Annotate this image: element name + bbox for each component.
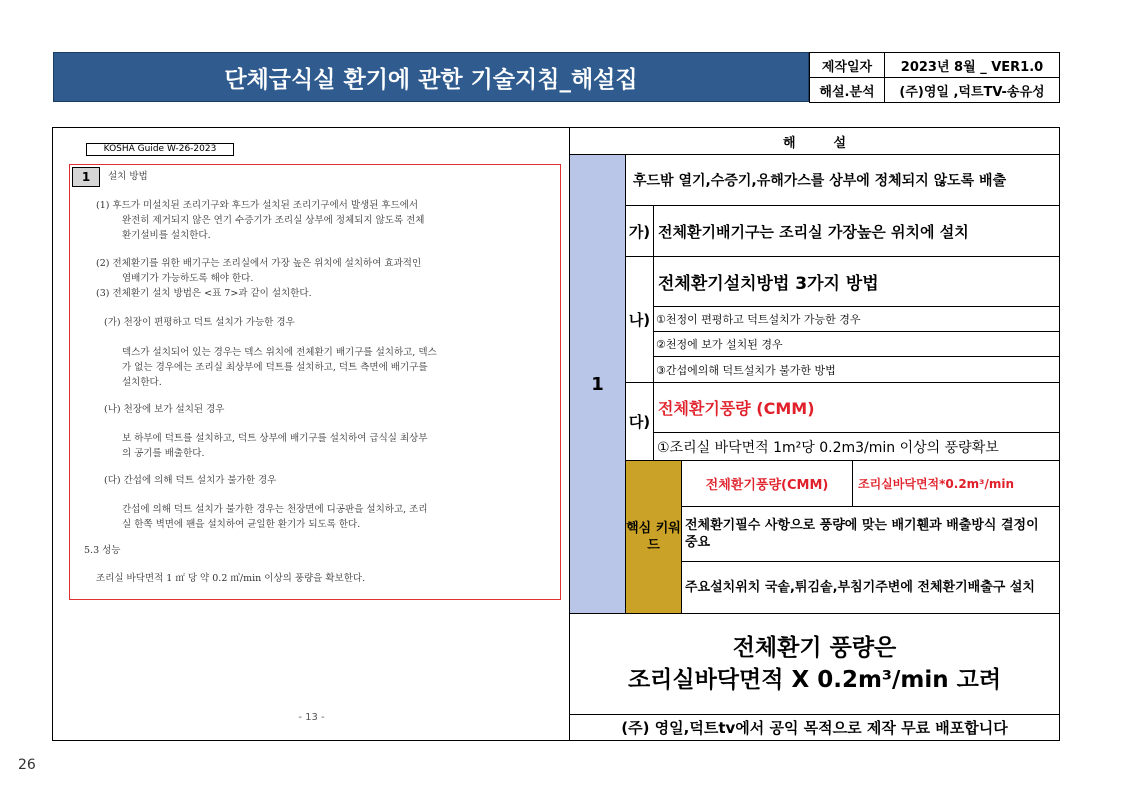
page-number: 26 (18, 757, 36, 773)
label-da: 다) (626, 383, 654, 461)
guide-line: 보 하부에 덕트를 설치하고, 덕트 상부에 배기구를 설치하여 급식실 최상부 (122, 433, 428, 444)
summary-box (570, 614, 1059, 715)
guide-line: 의 공기를 배출한다. (122, 448, 205, 459)
meta-value-author: (주)영일 ,덕트TV-송유성 (885, 78, 1060, 103)
row-number: 1 (570, 155, 626, 614)
guide-line: 덱스가 설치되어 있는 경우는 덱스 위치에 전체환기 배기구를 설치하고, 덱스 (122, 347, 437, 358)
guide-tag: KOSHA Guide W-26-2023 (86, 143, 234, 156)
keyword-location: 주요설치위치 국솥,튀김솥,부침기주변에 전체환기배출구 설치 (682, 562, 1059, 614)
guide-excerpt (53, 128, 570, 740)
guide-line: 염배기가 가능하도록 해야 한다. (122, 273, 254, 284)
guide-line: 5.3 성능 (84, 545, 121, 556)
commentary-panel (570, 128, 1059, 740)
keyword-formula: 조리실바닥면적*0.2m³/min (853, 461, 1059, 507)
main-frame (52, 127, 1060, 741)
da-title: 전체환기풍량 (CMM) (654, 383, 1059, 433)
guide-line: 설치한다. (122, 377, 162, 388)
guide-line: (다) 간섭에 의해 덕트 설치가 불가한 경우 (104, 475, 277, 486)
commentary-header (570, 128, 1059, 155)
na-title: 전체환기설치방법 3가지 방법 (654, 257, 1059, 307)
guide-line: (1) 후드가 미설치된 조리기구와 후드가 설치된 조리기구에서 발생된 후드에서 (96, 200, 419, 211)
distribution-footer: (주) 영일,덕트tv에서 공익 목적으로 제작 무료 배포합니다 (621, 719, 1008, 737)
na-item: ③간섭에의해 덕트설치가 불가한 방법 (654, 357, 1059, 383)
guide-line: 가 없는 경우에는 조리실 최상부에 덕트를 설치하고, 덕트 측면에 배기구를 (122, 362, 428, 373)
meta-table (809, 52, 1060, 103)
guide-line: (가) 천장이 편평하고 덕트 설치가 가능한 경우 (104, 317, 295, 328)
guide-line: 실 한쪽 벽면에 팬을 설치하여 균일한 환기가 되도록 한다. (122, 519, 361, 530)
na-item: ①천정이 편평하고 덕트설치가 가능한 경우 (654, 307, 1059, 332)
page-title: 단체급식실 환기에 관한 기술지침_해설집 (53, 52, 809, 102)
guide-line: (3) 전체환기 설치 방법은 <표 7>과 같이 설치한다. (96, 288, 312, 299)
guide-line: 간섭에 의해 덕트 설치가 불가한 경우는 천장면에 디공판을 설치하고, 조리 (122, 504, 428, 515)
keyword-fan: 전체환기필수 사항으로 풍량에 맞는 배기휀과 배출방식 결정이 중요 (682, 507, 1059, 562)
section-title: 설치 방법 (108, 171, 148, 182)
meta-key-author: 해설.분석 (810, 78, 885, 103)
summary-line: 조리실바닥면적 X 0.2m³/min 고려 (627, 667, 1002, 693)
commentary-header-char: 해 (782, 135, 796, 151)
meta-value-date: 2023년 8월 _ VER1.0 (885, 53, 1060, 78)
meta-key-date: 제작일자 (810, 53, 885, 78)
guide-line: 조리실 바닥면적 1 ㎡ 당 약 0.2 ㎥/min 이상의 풍량을 확보한다. (96, 573, 366, 584)
key-keyword-label: 핵심 키워드 (626, 461, 682, 614)
summary-line: 전체환기 풍량은 (732, 635, 897, 661)
intro-text: 후드밖 열기,수증기,유해가스를 상부에 정체되지 않도록 배출 (626, 155, 1059, 206)
ga-text: 전체환기배기구는 조리실 가장높은 위치에 설치 (654, 206, 1059, 257)
na-item: ②천정에 보가 설치된 경우 (654, 332, 1059, 357)
guide-line: (나) 천장에 보가 설치된 경우 (104, 404, 225, 415)
guide-line: (2) 전체환기를 위한 배기구는 조리실에서 가장 높은 위치에 설치하여 효과적인 (96, 258, 422, 269)
keyword-cmm: 전체환기풍량(CMM) (682, 461, 853, 507)
commentary-header-char: 설 (833, 135, 847, 151)
guide-line: 환기설비를 설치한다. (122, 230, 211, 241)
section-number: 1 (72, 167, 100, 187)
label-ga: 가) (626, 206, 654, 257)
highlight-box (69, 164, 561, 600)
guide-page-number: - 13 - (298, 712, 325, 723)
label-na: 나) (626, 257, 654, 383)
guide-line: 완전히 제거되지 않은 연기 수증기가 조리실 상부에 정체되지 않도록 전체 (122, 215, 425, 226)
da-item: ①조리실 바닥면적 1m²당 0.2m3/min 이상의 풍량확보 (654, 433, 1059, 461)
